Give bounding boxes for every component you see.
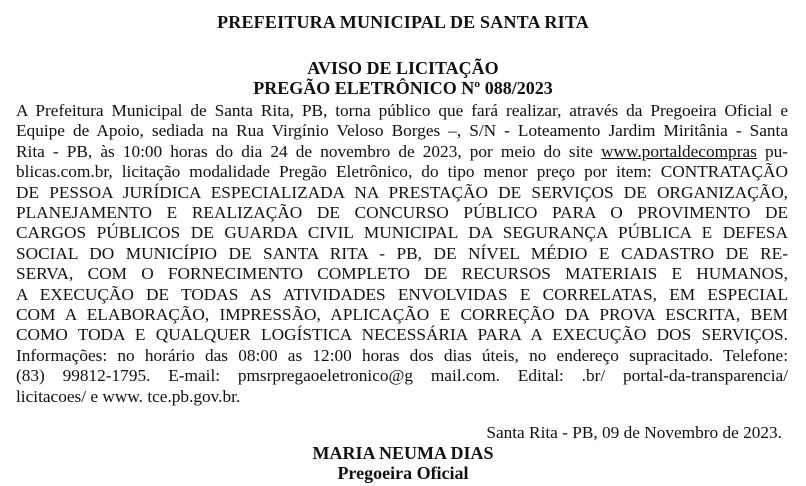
- municipality-header: PREFEITURA MUNICIPAL DE SANTA RITA: [217, 12, 589, 32]
- body-line: DE PESSOA JURÍDICA ESPECIALIZADA NA PRESTAÇÃO DE SERVIÇOS DE ORGANIZAÇÃO,: [16, 182, 788, 202]
- signatory-role: Pregoeira Oficial: [337, 463, 469, 483]
- body-line: CARGOS PÚBLICOS DE GUARDA CIVIL MUNICIPAL DA SEGURANÇA PÚBLICA E DEFESA: [16, 223, 788, 243]
- body-line: licitacoes/ e www. tce.pb.gov.br.: [16, 386, 241, 406]
- body-line: SOCIAL DO MUNICÍPIO DE SANTA RITA - PB, DE NÍVEL MÉDIO E CADASTRO DE RE-: [16, 243, 788, 263]
- body-line: [16, 142, 788, 162]
- body-line-text: pu-: [756, 141, 788, 161]
- place-date: Santa Rita - PB, 09 de Novembro de 2023.: [486, 423, 782, 442]
- body-line: blicas.com.br, licitação modalidade Pregão Eletrônico, do tipo menor preço por item: CONTRATAÇÃO: [16, 162, 788, 182]
- body-line: PLANEJAMENTO E REALIZAÇÃO DE CONCURSO PÚBLICO PARA O PROVIMENTO DE: [16, 203, 788, 223]
- notice-title: AVISO DE LICITAÇÃO: [307, 58, 499, 78]
- body-line: A EXECUÇÃO DE TODAS AS ATIVIDADES ENVOLVIDAS E CORRELATAS, EM ESPECIAL: [16, 284, 788, 304]
- body-line: COMO TODA E QUALQUER LOGÍSTICA NECESSÁRIA PARA A EXECUÇÃO DOS SERVIÇOS.: [16, 325, 788, 345]
- body-line: (83) 99812-1795. E-mail: pmsrpregaoeletronico@g mail.com. Edital: .br/ portal-da-transparencia/: [16, 366, 788, 386]
- body-line: SERVA, COM O FORNECIMENTO COMPLETO DE RECURSOS MATERIAIS E HUMANOS,: [16, 264, 788, 284]
- body-line-text: Rita - PB, às 10:00 horas do dia 24 de novembro de 2023, por meio do site: [16, 141, 602, 161]
- site-link[interactable]: www.portaldecompras: [601, 141, 757, 161]
- notice-subtitle: PREGÃO ELETRÔNICO Nº 088/2023: [253, 78, 553, 98]
- body-line: Equipe de Apoio, sediada na Rua Virgínio Veloso Borges –, S/N - Loteamento Jardim Miritânia - Santa: [16, 121, 788, 141]
- notice-body: [16, 101, 788, 407]
- body-line: A Prefeitura Municipal de Santa Rita, PB, torna público que fará realizar, através da Pregoeira Oficial e: [16, 101, 788, 120]
- body-line: COM A ELABORAÇÃO, IMPRESSÃO, APLICAÇÃO E CORREÇÃO DA PROVA ESCRITA, BEM: [16, 305, 788, 325]
- body-line: Informações: no horário das 08:00 as 12:00 horas dos dias úteis, no endereço supracitado. Telefone:: [16, 345, 788, 365]
- signatory-name: MARIA NEUMA DIAS: [312, 443, 494, 463]
